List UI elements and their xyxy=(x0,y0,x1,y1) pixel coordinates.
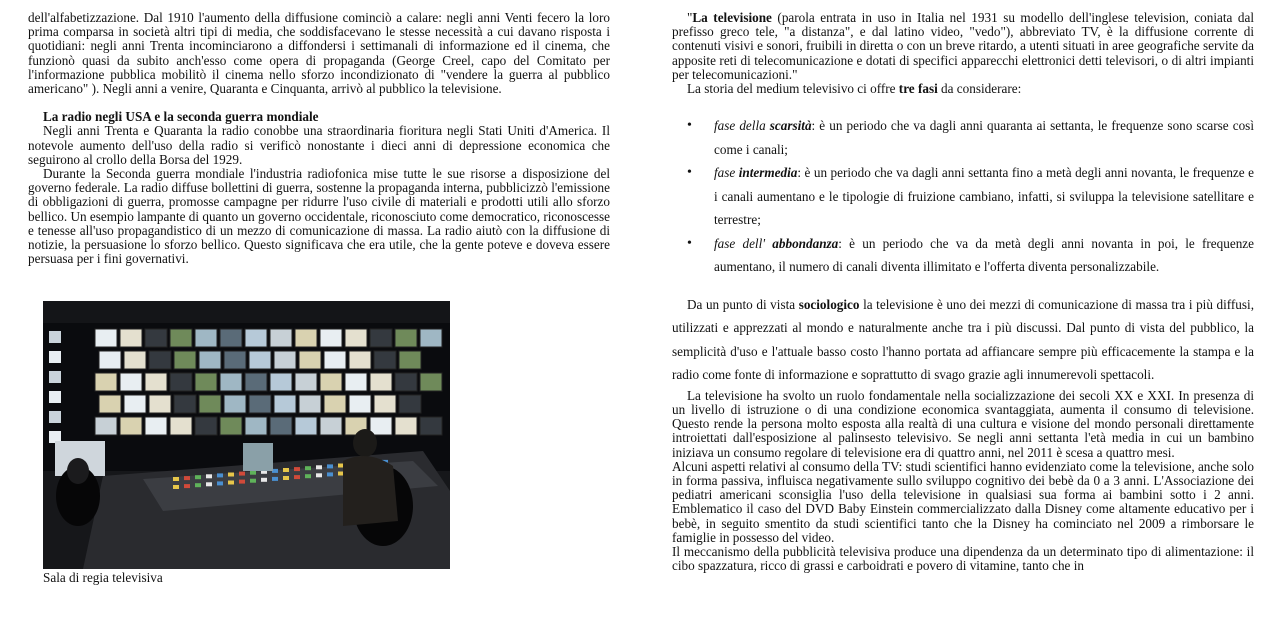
side-monitor xyxy=(49,331,61,343)
side-monitor xyxy=(49,351,61,363)
monitor-screen xyxy=(420,329,442,347)
definition-term: La televisione xyxy=(692,10,772,25)
console-button xyxy=(305,466,311,470)
monitor-screen xyxy=(149,395,171,413)
monitor-screen xyxy=(395,329,417,347)
monitor-screen xyxy=(170,373,192,391)
monitor-screen xyxy=(99,351,121,369)
console-button xyxy=(206,474,212,478)
monitor-screen xyxy=(324,351,346,369)
paragraph-definition: "La televisione (parola entrata in uso in Italia nel 1931 su modello dell'inglese television, coniata dal prefisso greco tele, "a distanza", e dal latino video, "vedo"), abbreviato TV, è la diffusione corrente di contenuti visivi e sonori, fruibili in diretta o con un breve ritardo, a utenti situati in aree geografiche servite da apposite reti di telecomunicazione e dotati di specifici apparecchi elettronici detti televisori, o di altri impianti per telecomunicazioni." xyxy=(672,10,1254,82)
monitor-screen xyxy=(220,329,242,347)
monitor-screen xyxy=(174,351,196,369)
monitor-screen xyxy=(145,329,167,347)
console-button xyxy=(239,472,245,476)
monitor-screen xyxy=(395,417,417,435)
side-monitor xyxy=(49,371,61,383)
monitor-screen xyxy=(170,417,192,435)
monitor-screen xyxy=(145,373,167,391)
monitor-screen xyxy=(399,351,421,369)
monitor-screen xyxy=(95,417,117,435)
paragraph-storia: La storia del medium televisivo ci offre tre fasi da considerare: xyxy=(687,81,1022,97)
console-button xyxy=(206,482,212,486)
monitor-screen xyxy=(99,395,121,413)
monitor-screen xyxy=(174,395,196,413)
monitor-screen xyxy=(345,373,367,391)
monitor-screen xyxy=(320,417,342,435)
monitor-screen xyxy=(245,373,267,391)
monitor-screen xyxy=(345,329,367,347)
monitor-screen xyxy=(220,417,242,435)
console-button xyxy=(217,473,223,477)
photo-caption: Sala di regia televisiva xyxy=(43,570,163,585)
paragraph-socializzazione: La televisione ha svolto un ruolo fondamentale nella socializzazione dei secoli XX e XXI. In presenza di un livello di istruzione o di una condizione economica svantaggiata, aumenta il consumo di televisione. Questo rende la persona molto esposta alla realtà di una cultura e visione del mondo personali direttamente introiettati dall'esposizione al palinsesto televisivo. Se negli anni settanta l'età media in cui un bambino iniziava un consumo regolare di televisione era di quattro anni, nel 2011 è scesa a quattro mesi. xyxy=(672,387,1254,460)
monitor-screen xyxy=(374,351,396,369)
monitor-screen xyxy=(370,373,392,391)
console-button xyxy=(184,484,190,488)
monitor-screen xyxy=(199,351,221,369)
console-button xyxy=(294,475,300,479)
monitor-screen xyxy=(195,329,217,347)
monitor-screen xyxy=(195,373,217,391)
monitor-screen xyxy=(120,373,142,391)
console-button xyxy=(316,473,322,477)
console-button xyxy=(294,467,300,471)
console-button xyxy=(217,481,223,485)
paragraph-consumo-tv: Alcuni aspetti relativi al consumo della TV: studi scientifici hanno evidenziato come la televisione, anche solo in forma passiva, influisca negativamente sullo sviluppo cognitivo dei bebè da 0 a 3 anni. L'Associazione dei pediatri americani sconsiglia l'uso della televisione in qualsiasi sua forma ai bambini sotto i 2 anni. Emblematico il caso del DVD Baby Einstein commercializzato dalla Disney come altamente educativo per i bebè, in seguito smentito da studi scientifici tanto che la Disney ha cominciato nel 2009 a rimborsare le famiglie in possesso del video. xyxy=(672,458,1254,545)
control-room-photo xyxy=(43,301,450,569)
monitor-screen xyxy=(120,329,142,347)
monitor-screen xyxy=(95,373,117,391)
monitor-screen xyxy=(349,395,371,413)
side-monitor xyxy=(49,391,61,403)
monitor-screen xyxy=(295,329,317,347)
paragraph-radio-guerra: Durante la Seconda guerra mondiale l'industria radiofonica mise tutte le sue risorse a disposizione del governo federale. La radio diffuse bollettini di guerra, sostenne la propaganda interna, pubblicizzò l'emissione di obbligazioni di guerra, promosse campagne per ridurre l'uso civile di materiali e prodotti utili allo sforzo bellico. Un esempio lampante di quanto un governo occidentale, riconosciuto come democratico, riconoscesse e tenesse all'uso propagandistico di un mezzo di comunicazione di massa. La radio aiutò con la diffusione di notizie, la persuasione lo sforzo bellico. Questo significava che era utile, che la gente poteve e doveva essere persuasa per i fini governativi. xyxy=(28,166,610,267)
left-column xyxy=(28,11,610,266)
list-item-intermedia: • fase intermedia: è un periodo che va dagli anni settanta fino a metà degli anni novanta, le frequenze e i canali aumentano e le tipologie di fruizione cambiano, infatti, si sviluppa la televisione satellitare e terrestre; xyxy=(714,161,1254,232)
monitor-screen xyxy=(270,329,292,347)
console-button xyxy=(195,475,201,479)
console-button xyxy=(283,476,289,480)
paragraph-pubblicita: Il meccanismo della pubblicità televisiva produce una dipendenza da un determinato tipo di alimentazione: il cibo spazzatura, ricco di grassi e carboidrati e povero di vitamine, tanto che in xyxy=(672,543,1254,574)
monitor-screen xyxy=(120,417,142,435)
monitor-screen xyxy=(420,417,442,435)
monitor-screen xyxy=(299,395,321,413)
console-button xyxy=(327,472,333,476)
console-button xyxy=(250,471,256,475)
section-heading-radio-usa: La radio negli USA e la seconda guerra mondiale xyxy=(43,109,319,125)
monitor-screen xyxy=(95,329,117,347)
monitor-screen xyxy=(399,395,421,413)
monitor-screen xyxy=(145,417,167,435)
monitor-screen xyxy=(245,329,267,347)
list-item-scarsita: • fase della scarsità: è un periodo che va dagli anni quaranta ai settanta, le frequenze sono scarse così come i canali; xyxy=(714,114,1254,161)
monitor-screen xyxy=(420,373,442,391)
monitor-screen xyxy=(320,329,342,347)
monitor-screen xyxy=(170,329,192,347)
monitor-screen xyxy=(224,395,246,413)
monitor-screen xyxy=(220,373,242,391)
monitor-screen xyxy=(270,417,292,435)
console-button xyxy=(316,465,322,469)
console-button xyxy=(173,485,179,489)
monitor-screen xyxy=(149,351,171,369)
console-button xyxy=(195,483,201,487)
monitor-screen xyxy=(245,417,267,435)
monitor-screen xyxy=(370,329,392,347)
console-button xyxy=(184,476,190,480)
console-button xyxy=(173,477,179,481)
monitor-screen xyxy=(195,417,217,435)
monitor-screen xyxy=(374,395,396,413)
monitor-screen xyxy=(274,351,296,369)
list-item-abbondanza: • fase dell' abbondanza: è un periodo che va da metà degli anni novanta in poi, le frequenze aumentano, il numero di canali diventa illimitato e l'offerta diventa personalizzabile. xyxy=(714,232,1254,279)
phases-list xyxy=(672,114,1254,279)
monitor-screen xyxy=(199,395,221,413)
monitor-screen xyxy=(270,373,292,391)
side-monitor xyxy=(49,411,61,423)
console-button xyxy=(228,481,234,485)
console-button xyxy=(283,468,289,472)
monitor-screen xyxy=(349,351,371,369)
paragraph-sociologico: Da un punto di vista sociologico la televisione è uno dei mezzi di comunicazione di massa tra i più diffusi, utilizzati e apprezzati al mondo e naturalmente anche tra i più discussi. Dal punto di vista del pubblico, la semplicità d'uso e l'attuale basso costo l'hanno portata ad affiancare sempre più efficacemente la stampa e la radio come fonte di informazione e soprattutto di svago grazie agli innumerevoli spettacoli. xyxy=(672,296,1254,383)
console-button xyxy=(261,478,267,482)
monitor-screen xyxy=(299,351,321,369)
console-button xyxy=(327,464,333,468)
monitor-screen xyxy=(224,351,246,369)
monitor-screen xyxy=(324,395,346,413)
monitor-screen xyxy=(295,373,317,391)
monitor-screen xyxy=(320,373,342,391)
console-button xyxy=(250,479,256,483)
monitor-screen xyxy=(249,351,271,369)
monitor-screen xyxy=(124,351,146,369)
monitor-screen xyxy=(295,417,317,435)
monitor-screen xyxy=(249,395,271,413)
console-button xyxy=(239,480,245,484)
paragraph-radio-fioritura: Negli anni Trenta e Quaranta la radio conobbe una straordinaria fioritura negli Stati Uniti d'America. Il notevole aumento dell'uso della radio si verificò nonostante i dieci anni di depressione economica che seguirono al crollo della Borsa del 1929. xyxy=(28,123,610,167)
monitor-screen xyxy=(274,395,296,413)
console-button xyxy=(272,477,278,481)
monitor-screen xyxy=(370,417,392,435)
console-button xyxy=(305,474,311,478)
right-column xyxy=(672,11,1254,573)
console-button xyxy=(228,473,234,477)
paragraph-alfabetizzazione: dell'alfabetizzazione. Dal 1910 l'aumento della diffusione cominciò a calare: negli anni Venti fecero la loro prima comparsa in società altri tipi di media, che soddisfacevano le stesse necessità a cui davano risposta i quotidiani: negli anni Trenta incominciarono a diffondersi i settimanali di informazione ed il cinema, che funzionò quasi da subito anch'esso come opera di propaganda (George Creel, capo del Comitato per l'informazione pubblica mobilitò il cinema nello sforzo incondizionato di "vendere la guerra al pubblico americano" ). Negli anni a venire, Quaranta e Cinquanta, arrivò al pubblico la televisione. xyxy=(28,10,610,97)
monitor-screen xyxy=(124,395,146,413)
control-room-illustration xyxy=(43,301,450,569)
monitor-screen xyxy=(395,373,417,391)
